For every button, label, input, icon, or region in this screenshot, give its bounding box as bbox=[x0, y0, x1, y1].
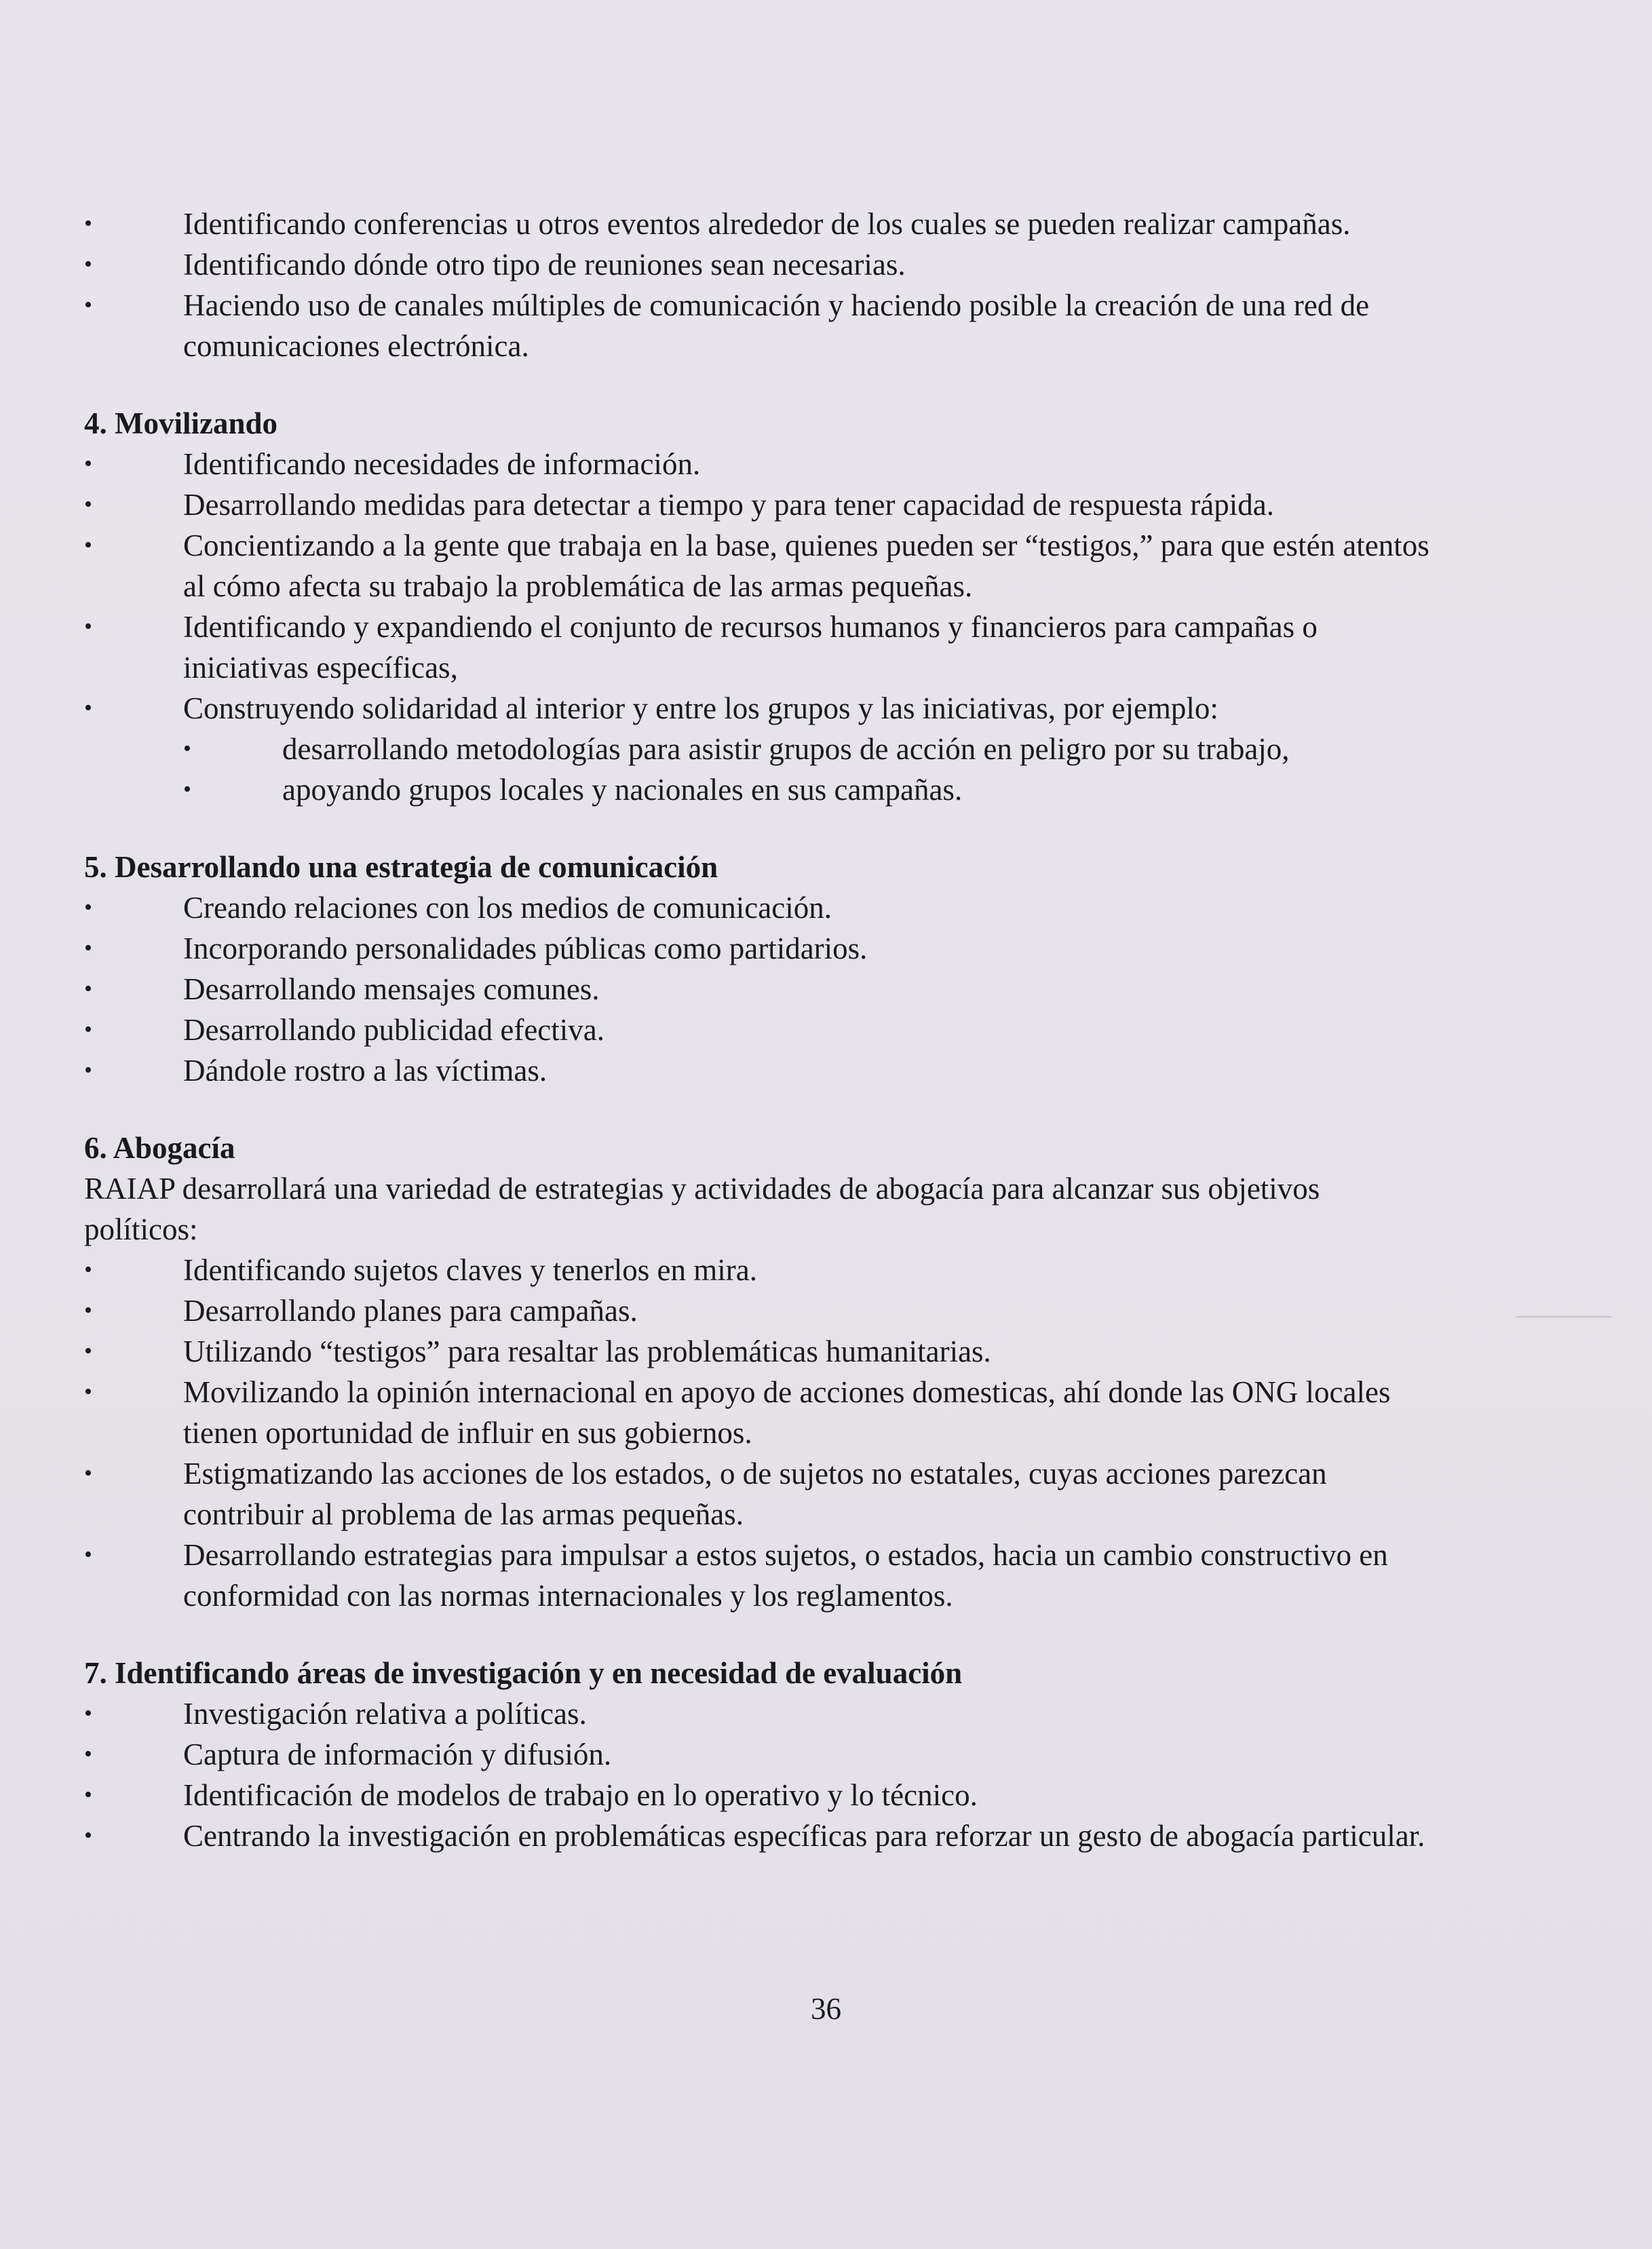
comunicacion-bullet-list bbox=[84, 887, 1441, 1091]
list-item: • Captura de información y difusión. bbox=[84, 1734, 1441, 1775]
movilizando-bullet-list bbox=[84, 444, 1441, 729]
list-item: • Desarrollando estrategias para impulsar a estos sujetos, o estados, hacia un cambio constructivo en conformidad con las normas internacionales y los reglamentos. bbox=[84, 1535, 1441, 1616]
list-item: • Estigmatizando las acciones de los estados, o de sujetos no estatales, cuyas acciones parezcan contribuir al problema de las armas pequeñas. bbox=[84, 1453, 1441, 1535]
page-content bbox=[84, 204, 1441, 1856]
list-item: • Identificando dónde otro tipo de reuniones sean necesarias. bbox=[84, 244, 1441, 285]
list-item: • Dándole rostro a las víctimas. bbox=[84, 1050, 1441, 1091]
list-item: • Identificando sujetos claves y tenerlos en mira. bbox=[84, 1250, 1441, 1290]
section-heading-investigacion: 7. Identificando áreas de investigación y en necesidad de evaluación bbox=[84, 1656, 963, 1690]
list-item: • Identificando conferencias u otros eventos alrededor de los cuales se pueden realizar campañas. bbox=[84, 204, 1441, 244]
list-item: • Identificando necesidades de información. bbox=[84, 444, 1441, 484]
section-heading-movilizando: 4. Movilizando bbox=[84, 406, 278, 440]
list-item: • Identificando y expandiendo el conjunto de recursos humanos y financieros para campañas o iniciativas específicas, bbox=[84, 607, 1441, 688]
list-item: • Desarrollando medidas para detectar a tiempo y para tener capacidad de respuesta rápida. bbox=[84, 484, 1441, 525]
investigacion-bullet-list bbox=[84, 1693, 1441, 1856]
abogacia-bullet-list bbox=[84, 1250, 1441, 1616]
list-item: • Identificación de modelos de trabajo en lo operativo y lo técnico. bbox=[84, 1775, 1441, 1815]
abogacia-paragraph: RAIAP desarrollará una variedad de estrategias y actividades de abogacía para alcanzar sus objetivos políticos: bbox=[84, 1172, 1320, 1246]
list-item: • Desarrollando publicidad efectiva. bbox=[84, 1010, 1441, 1050]
list-item: • Construyendo solidaridad al interior y entre los grupos y las iniciativas, por ejemplo: bbox=[84, 688, 1441, 729]
sub-list-item: • desarrollando metodologías para asistir grupos de acción en peligro por su trabajo, bbox=[183, 729, 1441, 769]
sub-list-item: • apoyando grupos locales y nacionales en sus campañas. bbox=[183, 769, 1441, 810]
list-item: • Centrando la investigación en problemáticas específicas para reforzar un gesto de abogacía particular. bbox=[84, 1815, 1441, 1856]
list-item: • Haciendo uso de canales múltiples de comunicación y haciendo posible la creación de una red de comunicaciones electrónica. bbox=[84, 285, 1441, 366]
list-item: • Desarrollando mensajes comunes. bbox=[84, 969, 1441, 1010]
intro-bullet-list bbox=[84, 204, 1441, 366]
list-item: • Desarrollando planes para campañas. bbox=[84, 1290, 1441, 1331]
scan-artifact-line bbox=[1516, 1316, 1611, 1318]
list-item: • Incorporando personalidades públicas como partidarios. bbox=[84, 928, 1441, 969]
list-item: • Creando relaciones con los medios de comunicación. bbox=[84, 887, 1441, 928]
section-heading-abogacia: 6. Abogacía bbox=[84, 1131, 235, 1165]
list-item: • Concientizando a la gente que trabaja en la base, quienes pueden ser “testigos,” para que estén atentos al cómo afecta su trabajo la problemática de las armas pequeñas. bbox=[84, 525, 1441, 607]
page-number: 36 bbox=[811, 1992, 841, 2026]
section-heading-comunicacion: 5. Desarrollando una estrategia de comunicación bbox=[84, 850, 718, 884]
movilizando-sub-list bbox=[183, 729, 1441, 810]
list-item: • Utilizando “testigos” para resaltar las problemáticas humanitarias. bbox=[84, 1331, 1441, 1372]
list-item: • Investigación relativa a políticas. bbox=[84, 1693, 1441, 1734]
list-item: • Movilizando la opinión internacional en apoyo de acciones domesticas, ahí donde las ONG locales tienen oportunidad de influir en sus gobiernos. bbox=[84, 1372, 1441, 1453]
